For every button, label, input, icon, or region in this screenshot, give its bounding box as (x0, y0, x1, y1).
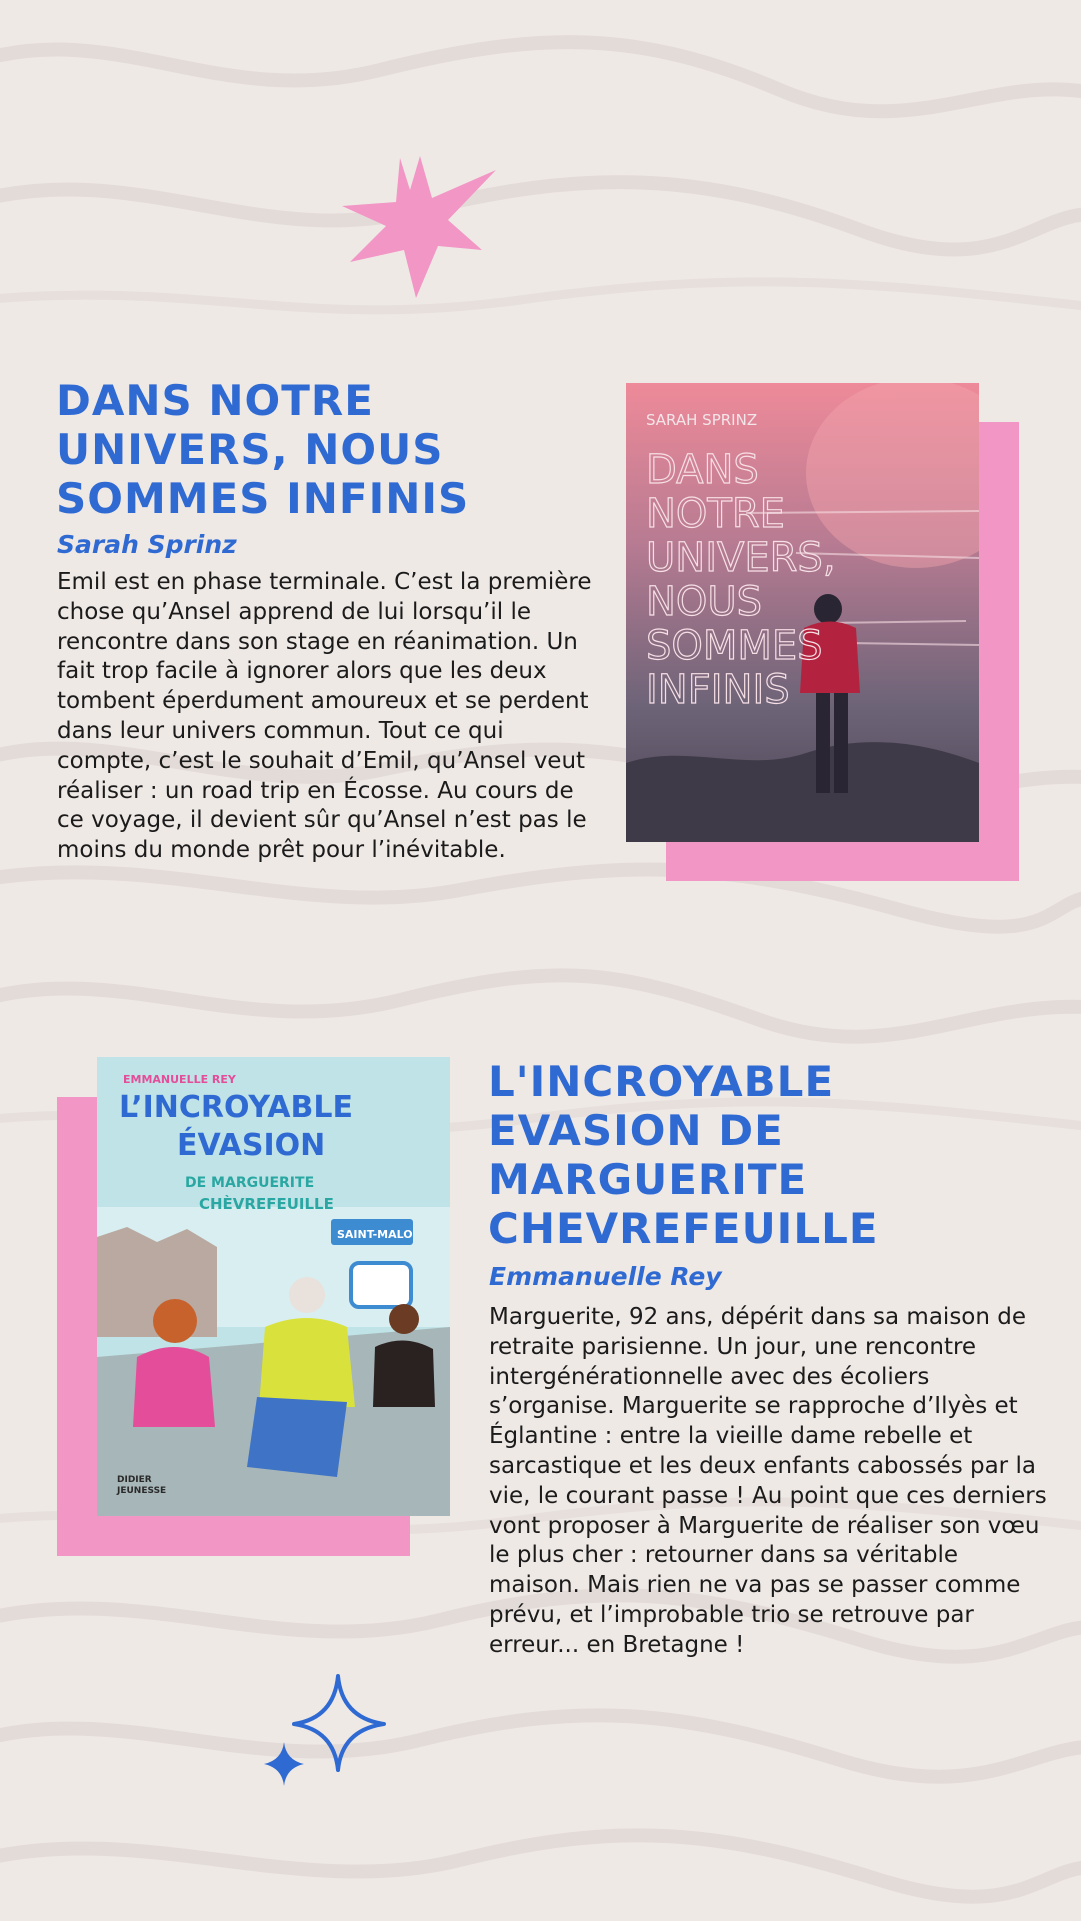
book-author: Sarah Sprinz (57, 530, 237, 559)
cover-sign-text: SAINT-MALO (337, 1228, 413, 1241)
cover-title-line: NOTRE (646, 491, 785, 537)
cover-title-line: NOUS (646, 579, 763, 625)
cover-title-line: ÉVASION (177, 1128, 326, 1163)
cover-title-line: UNIVERS, (646, 535, 836, 581)
cover-title-line: L’INCROYABLE (119, 1090, 353, 1125)
book-cover (97, 1057, 450, 1516)
book-cover (626, 383, 979, 842)
cover-publisher-line: JEUNESSE (117, 1486, 167, 1496)
cover-subtitle-line: DE MARGUERITE (185, 1175, 315, 1191)
book-author: Emmanuelle Rey (489, 1262, 722, 1291)
cover-title-line: SOMMES (646, 623, 823, 669)
cover-author-text: SARAH SPRINZ (646, 411, 758, 429)
book-title: DANS NOTRE UNIVERS, NOUS SOMMES INFINIS (56, 376, 470, 523)
cover-title-line: DANS (646, 447, 759, 493)
book-summary: Emil est en phase terminale. C’est la première chose qu’Ansel apprend de lui lorsqu’il le rencontre dans son stage en réanimation. Un fait trop facile à ignorer alors que les deux tombent éperdument amoureux et se perdent dans leur univers commun. Tout ce qui compte, c’est le souhait d’Emil, qu’Ansel veut réaliser : un road trip en Écosse. Au cours de ce voyage, il devient sûr qu’Ansel n’est pas le moins du monde prêt pour l’inévitable. (57, 569, 592, 864)
blue-sparkle-stars-icon (260, 1672, 390, 1788)
book-title: L'INCROYABLE EVASION DE MARGUERITE CHEVREFEUILLE (488, 1057, 879, 1253)
cover-subtitle-line: CHÈVREFEUILLE (199, 1195, 334, 1213)
cover-author-text: EMMANUELLE REY (123, 1073, 236, 1086)
pink-starburst-icon (338, 150, 502, 302)
cover-publisher-line: DIDIER (117, 1475, 152, 1485)
book-summary: Marguerite, 92 ans, dépérit dans sa maison de retraite parisienne. Un jour, une rencontre intergénérationnelle avec des écoliers s’organise. Marguerite se rapproche d’Ilyès et Églantine : entre la vieille dame rebelle et sarcastique et les deux enfants cabossés par la vie, le courant passe ! Au point que ces derniers vont proposer à Marguerite de réaliser son vœu le plus cher : retourner dans sa véritable maison. Mais rien ne va pas se passer comme prévu, et l’improbable trio se retrouve par erreur... en Bretagne ! (489, 1304, 1047, 1658)
cover-title-line: INFINIS (646, 667, 790, 713)
